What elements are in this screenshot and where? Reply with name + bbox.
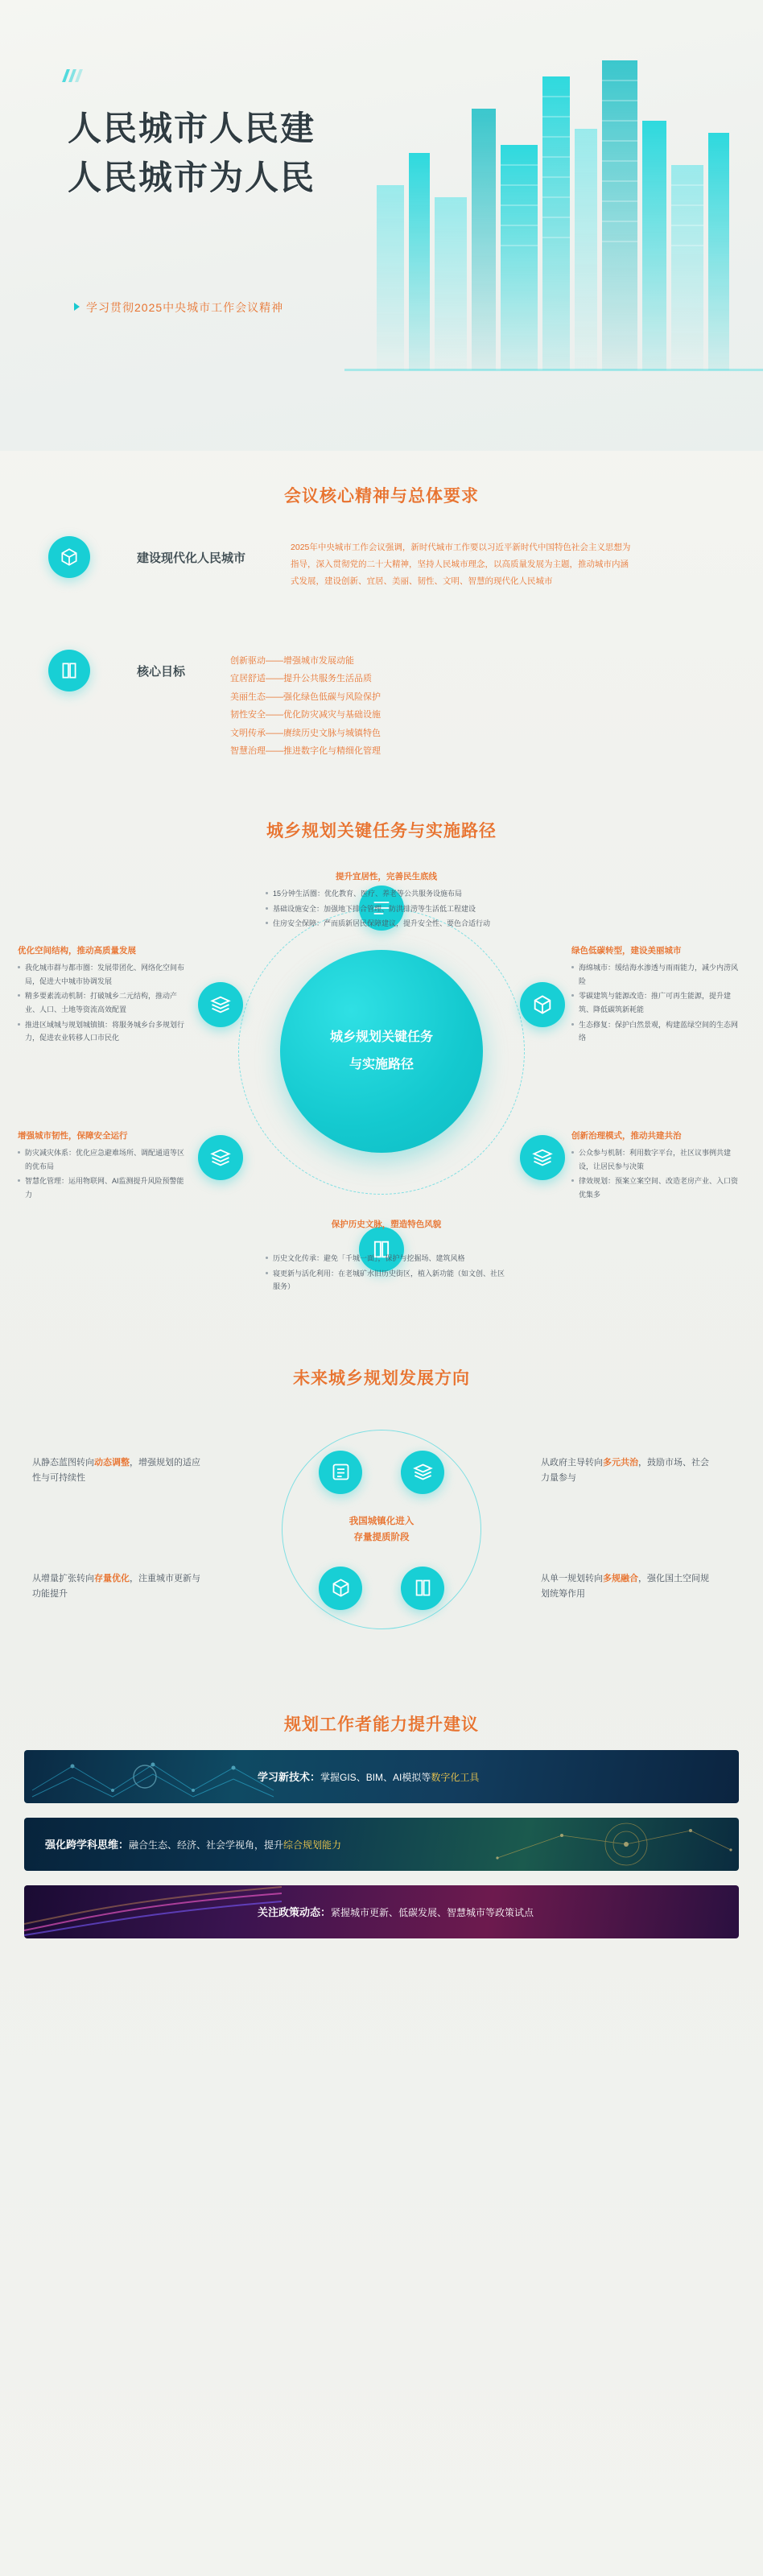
- direction-2-highlight: 多元共治: [603, 1457, 638, 1468]
- task-heading: 增强城市韧性，保障安全运行: [18, 1130, 128, 1141]
- quad-node-top-left[interactable]: [319, 1451, 362, 1494]
- direction-1-pre: 从静态蓝图转向: [32, 1457, 94, 1468]
- direction-1-post: ，增强规划的适应性与可持续性: [32, 1457, 200, 1484]
- card-core-goals: [48, 650, 715, 762]
- section3-title: 未来城乡规划发展方向: [293, 1368, 470, 1388]
- goal-line: 美丽生态——强化绿色低碳与风险保护: [230, 691, 382, 702]
- card2-label: 核心目标: [137, 665, 186, 679]
- task-item: 住房安全保障：严而质新居民保障建议，提升安全性、要色合适行动: [266, 917, 507, 931]
- direction-3: [32, 1571, 201, 1604]
- quad-node-top-right[interactable]: [401, 1451, 444, 1494]
- card1-body: 2025年中央城市工作会议强调，新时代城市工作要以习近平新时代中国特色社会主义思想为指导，深入贯彻党的二十大精神，坚持人民城市理念，以高质量发展为主题，推动城市内涵式发展，建设创新、宜居、美丽、韧性、文明、智慧的现代化人民城市: [291, 543, 631, 586]
- section4-title: 规划工作者能力提升建议: [284, 1715, 479, 1734]
- card-icon-wrap-2: [48, 650, 126, 691]
- card1-label: 建设现代化人民城市: [137, 551, 246, 565]
- triangle-icon: [74, 303, 80, 311]
- banner3-text: [258, 1904, 534, 1919]
- task-item: 零碳建筑与能源改造：推广可再生能源，提升建筑、降低碳筑新耗能: [571, 989, 744, 1016]
- task-label-bottom-right: [571, 1129, 744, 1203]
- quad-center-line2: 存量提质阶段: [353, 1532, 410, 1542]
- task-item: 防灾减灾体系：优化应急避难场所、调配通道等区的优布局: [18, 1146, 191, 1173]
- banner-learn-new-tech: [24, 1750, 739, 1803]
- quad-center-text: [289, 1513, 474, 1546]
- hero-subtitle-text: 学习贯彻2025中央城市工作会议精神: [86, 301, 284, 314]
- card2-body: [230, 650, 576, 762]
- task-item: 基础设施安全：加强地下排合管理、防洪排涝等生活低工程建设: [266, 902, 507, 916]
- quad-node-bottom-right[interactable]: [401, 1567, 444, 1610]
- node-top-left[interactable]: [198, 982, 243, 1027]
- direction-4-post: ，强化国土空间规划统筹作用: [541, 1573, 709, 1600]
- direction-1-highlight: 动态调整: [94, 1457, 130, 1468]
- section-key-tasks: [0, 818, 763, 1314]
- hero-title-line2: 人民城市为人民: [68, 158, 316, 196]
- task-item: 公众参与机制：利用数字平台，社区议事例共建设，让居民参与决策: [571, 1146, 744, 1173]
- task-heading: 绿色低碳转型，建设美丽城市: [571, 945, 682, 956]
- core-line2: 与实施路径: [349, 1057, 414, 1071]
- direction-1: [32, 1455, 201, 1488]
- task-label-bottom-left: [18, 1129, 191, 1203]
- direction-3-highlight: 存量优化: [94, 1573, 130, 1583]
- banner-policy-watch: [24, 1885, 739, 1938]
- node-bottom-left[interactable]: [198, 1135, 243, 1180]
- hero-subtitle: [74, 299, 283, 316]
- tech-graphic: [24, 1750, 282, 1803]
- banner1-text: [258, 1769, 479, 1784]
- banner2-highlight: 综合规划能力: [283, 1839, 342, 1852]
- node-bottom-right[interactable]: [520, 1135, 565, 1180]
- direction-3-pre: 从增量扩张转向: [32, 1573, 94, 1583]
- banner2-text: [45, 1836, 341, 1852]
- goal-line: 创新驱动——增强城市发展动能: [230, 656, 355, 666]
- section-suggestions: [0, 1711, 763, 1987]
- direction-2: [541, 1455, 710, 1488]
- direction-2-pre: 从政府主导转向: [541, 1457, 603, 1468]
- task-item: 我化城市群与都市圈：发展带团化、网络化空间布局，促进大中城市协调发展: [18, 961, 191, 988]
- task-label-bottom: [266, 1217, 507, 1295]
- direction-4-highlight: 多规融合: [603, 1573, 638, 1583]
- banner2-strong: 强化跨学科思维：: [45, 1839, 130, 1852]
- section-core-spirit: [0, 451, 763, 762]
- banner3-body: 紧握城市更新、低碳发展、智慧城市等政策试点: [331, 1907, 534, 1919]
- direction-4-pre: 从单一规划转向: [541, 1573, 603, 1583]
- core-line1: 城乡规划关键任务: [329, 1030, 433, 1045]
- direction-4: [541, 1571, 710, 1604]
- direction-2-post: ，鼓励市场、社会力量参与: [541, 1457, 709, 1484]
- task-item: 精多要素流动机制：打破城乡二元结构，推动产业、人口、土地等资流高效配置: [18, 989, 191, 1016]
- section-future-directions: [0, 1365, 763, 1655]
- goal-line: 文明传承——赓续历史文脉与城镇特色: [230, 728, 382, 738]
- page-title: [68, 105, 316, 203]
- task-item: 律效规划：预案立案空间、改造老房产业、入口资优集多: [571, 1174, 744, 1201]
- task-label-top-left: [18, 943, 191, 1046]
- network-graphic: [449, 1818, 739, 1871]
- task-label-top: [266, 869, 507, 932]
- task-item: 推进区域城与规划城镇镇：将服务城乡台多规划行力，促进农业转移人口市民化: [18, 1018, 191, 1045]
- task-item: 生态修复：保护白然景观，构建蓝绿空间的生态网络: [571, 1018, 744, 1045]
- task-heading: 优化空间结构，推动高质量发展: [18, 945, 136, 956]
- direction-3-post: ，注重城市更新与功能提升: [32, 1573, 200, 1600]
- task-label-top-right: [571, 943, 744, 1046]
- quad-node-bottom-left[interactable]: [319, 1567, 362, 1610]
- future-directions-diagram: [0, 1414, 763, 1655]
- card-icon-wrap: [48, 536, 126, 578]
- banner-interdisciplinary: [24, 1818, 739, 1871]
- card-modern-people-city: [48, 536, 715, 590]
- task-heading: 保护历史文脉，塑造特色风貌: [331, 1219, 442, 1229]
- hero-title-line1: 人民城市人民建: [68, 109, 316, 147]
- goal-line: 智慧治理——推进数字化与精细化管理: [230, 746, 382, 757]
- section1-title: 会议核心精神与总体要求: [284, 487, 479, 506]
- banner1-highlight: 数字化工具: [431, 1772, 480, 1784]
- city-skyline-illustration: [344, 32, 763, 411]
- section2-title: 城乡规划关键任务与实施路径: [266, 821, 497, 840]
- task-item: 海绵城市：缓结海水渗透与雨雨能力，减少内涝风险: [571, 961, 744, 988]
- task-item: 15分钟生活圈：优化教育、医疗、养老等公共服务设施布局: [266, 887, 507, 901]
- decorative-slashes: [64, 69, 80, 82]
- cube-icon: [48, 536, 90, 578]
- quad-center-line1: 我国城镇化进入: [349, 1516, 414, 1526]
- task-item: 历史文化传承：避免「千城一面」，保护与挖掘场、建筑风格: [266, 1252, 507, 1265]
- task-heading: 提升宜居性，完善民生底线: [336, 871, 437, 881]
- goal-line: 宜居舒适——提升公共服务生活品质: [230, 674, 373, 684]
- node-top-right[interactable]: [520, 982, 565, 1027]
- banner1-strong: 学习新技术：: [258, 1771, 321, 1784]
- key-tasks-diagram: [0, 863, 763, 1314]
- task-heading: 创新治理模式，推动共建共治: [571, 1130, 682, 1141]
- diagram-core: [280, 950, 483, 1153]
- task-item: 智慧化管理：运用物联网、AI监测提升风险预警能力: [18, 1174, 191, 1201]
- light-trails-graphic: [24, 1885, 282, 1938]
- banner1-body: 掌握GIS、BIM、AI模拟等: [320, 1772, 431, 1784]
- goal-line: 韧性安全——优化防灾减灾与基础设施: [230, 710, 382, 720]
- banner2-body: 融合生态、经济、社会学视角，提升: [129, 1839, 284, 1852]
- banner3-strong: 关注政策动态：: [258, 1906, 332, 1919]
- task-item: 寝更新与活化利用：在老城矿水旧历史街区，植入新功能（如文创、社区服务）: [266, 1267, 507, 1294]
- book-icon: [48, 650, 90, 691]
- hero-section: [0, 0, 763, 451]
